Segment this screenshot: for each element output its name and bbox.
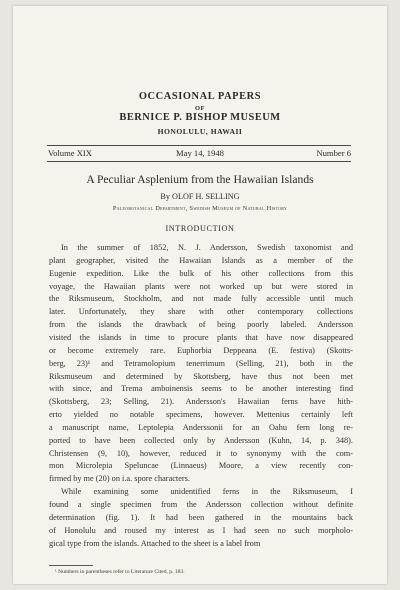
body-line: plant geographer, visited the Hawaiian Islands as a member of the — [49, 255, 353, 265]
body-line: the Riksmuseum, Stockholm, and not made fully accessible until much — [49, 294, 353, 304]
body-line: In the summer of 1852, N. J. Andersson, Swedish taxonomist and — [61, 243, 353, 252]
body-line: later. Unfortunately, they share with other contemporary collections — [49, 307, 353, 317]
byline — [13, 192, 387, 201]
body-line: ported to have been collected only by Andersson (Kuhn, 14, p. 348). — [49, 435, 353, 445]
series-title: OCCASIONAL PAPERS — [138, 91, 262, 102]
body-line: mon Microlepia Speluncae (Linnaeus) Moore, a view recently con- — [49, 461, 353, 471]
body-line: Riksmuseum and determined by Skottsberg, have thus not been met — [49, 371, 353, 381]
museum-location: HONOLULU, HAWAII — [157, 127, 243, 136]
body-line: or become extremely rare. Euphorbia Deppeana (E. festiva) (Skotts- — [49, 345, 353, 355]
byline-by: By — [160, 192, 170, 201]
body-line: Christensen (9, 10), however, reduced it to synonymy with the com- — [49, 448, 353, 458]
body-line: a manuscript name, Leptolepia Anderssonii for an Oahu fern long re- — [49, 422, 353, 432]
body-line: found a single specimen from the Andersson collection without definite — [49, 500, 353, 509]
body-line: firmed by me (20) on i.a. spore characters. — [49, 474, 190, 484]
issue-volume: Volume XIX — [48, 148, 93, 158]
author-affiliation: Paleobotanical Department, Swedish Museum of Natural History — [112, 205, 288, 212]
issue-date: May 14, 1948 — [176, 148, 224, 158]
author-name: OLOF H. SELLING — [172, 192, 240, 201]
document-page — [13, 6, 387, 584]
article-title: A Peculiar Asplenium from the Hawaiian Islands — [86, 173, 314, 186]
body-line: berg, 23)¹ and Tetramolopium tenerrimum (Selling, 21), both in the — [49, 358, 353, 368]
body-line: While examining some unidentified ferns in the Riksmuseum, I — [61, 487, 353, 497]
issue-rule-bottom — [47, 161, 351, 162]
body-line: from the islands the drawback of being poorly labeled. Andersson — [49, 320, 353, 330]
section-heading: INTRODUCTION — [165, 224, 235, 233]
body-line: erto yielded no notable specimens, however. Mettenius certainly left — [49, 410, 353, 420]
body-line: visited the islands in time to procure plants that have now disappeared — [49, 332, 353, 342]
body-line: gical type from the islands. Attached to the sheet is a label from — [49, 538, 261, 548]
series-of: OF — [194, 105, 206, 112]
body-line: with since, and Trema amboinensis seems to be another interesting find — [49, 384, 353, 394]
body-line: determination (fig. 1). It had been gathered in the mountains back — [49, 512, 353, 522]
footnote: ¹ Numbers in parentheses refer to Literature Cited, p. 183. — [55, 569, 185, 575]
body-line: (Skottsberg, 23; Selling, 21). Andersson's Hawaiian ferns have hith- — [49, 397, 353, 407]
issue-rule-top — [47, 145, 351, 146]
body-line: voyage, the Hawaiian plants were not worked up but were stored in — [49, 281, 353, 291]
footnote-rule — [49, 565, 93, 566]
issue-number: Number 6 — [316, 148, 351, 158]
museum-name: BERNICE P. BISHOP MUSEUM — [119, 112, 281, 123]
body-line: Eugenie expedition. Like the bulk of his other collections from this — [49, 268, 353, 278]
body-line: of Honolulu and roused my interest as I had seen no such morpholo- — [49, 525, 353, 535]
